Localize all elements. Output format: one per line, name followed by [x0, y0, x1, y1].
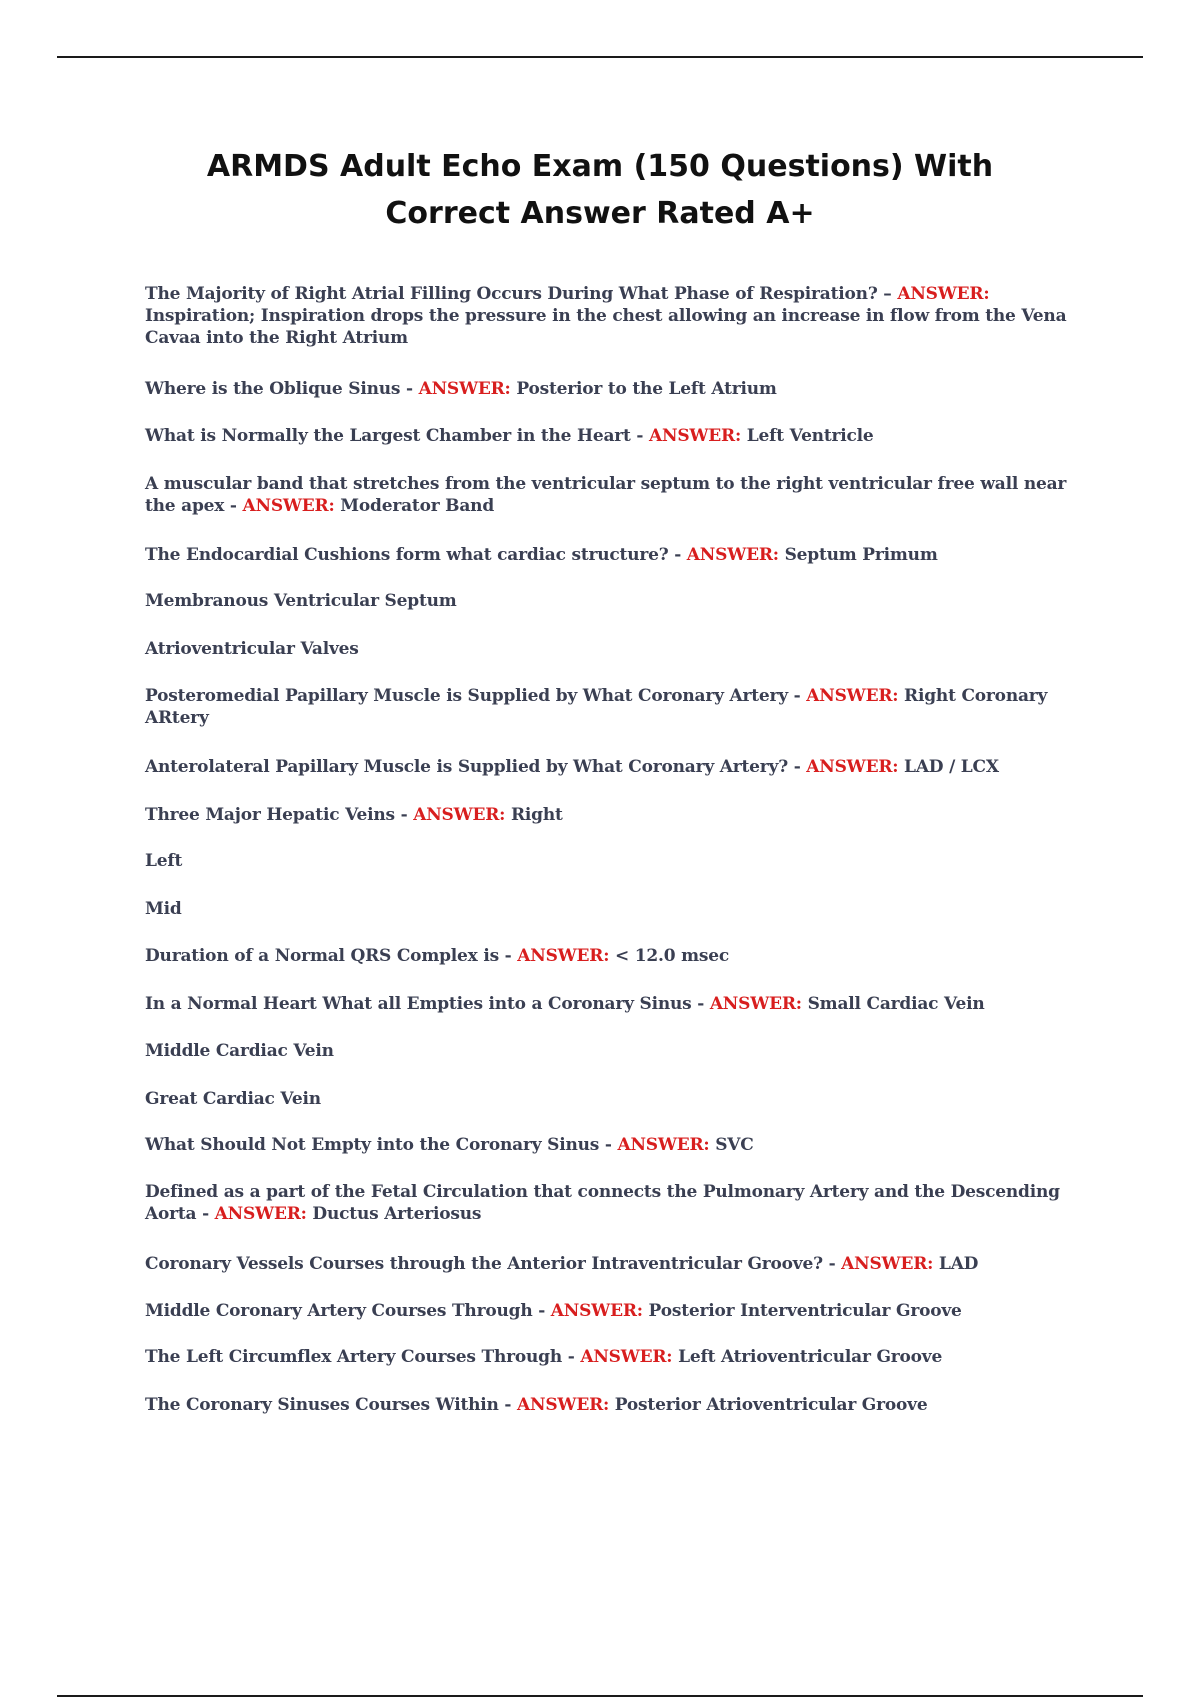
answer-text: Posterior Atrioventricular Groove — [609, 1395, 928, 1415]
qa-item — [145, 1394, 1090, 1416]
answer-text: < 12.0 msec — [609, 946, 730, 966]
answer-text: Posterior to the Left Atrium — [510, 379, 777, 399]
question-text: What is Normally the Largest Chamber in the Heart - — [145, 426, 644, 446]
question-text: The Majority of Right Atrial Filling Occurs During What Phase of Respiration? – — [145, 284, 892, 304]
qa-item — [145, 685, 1090, 729]
answer-continuation: Great Cardiac Vein — [145, 1089, 321, 1109]
answer-label: ANSWER: — [806, 686, 899, 706]
title-line-1: ARMDS Adult Echo Exam (150 Questions) With — [206, 149, 994, 184]
question-text: Coronary Vessels Courses through the Anterior Intraventricular Groove? - — [145, 1254, 836, 1274]
question-text: Three Major Hepatic Veins - — [145, 805, 408, 825]
answer-text: Septum Primum — [778, 545, 938, 565]
qa-item — [145, 1134, 1090, 1156]
qa-item — [145, 378, 1090, 400]
bottom-rule — [57, 1695, 1143, 1697]
answer-label: ANSWER: — [242, 496, 335, 516]
question-text: Posteromedial Papillary Muscle is Supplied by What Coronary Artery - — [145, 686, 801, 706]
qa-item — [145, 283, 1090, 349]
question-text: Middle Coronary Artery Courses Through - — [145, 1301, 546, 1321]
answer-label: ANSWER: — [517, 1395, 610, 1415]
qa-item — [145, 945, 1090, 967]
answer-label: ANSWER: — [617, 1135, 710, 1155]
question-text: The Left Circumflex Artery Courses Through - — [145, 1347, 575, 1367]
answer-text: LAD — [933, 1254, 979, 1274]
answer-text: SVC — [709, 1135, 754, 1155]
answer-continuation: Left — [145, 851, 183, 871]
answer-continuation: Mid — [145, 899, 182, 919]
question-text: In a Normal Heart What all Empties into a Coronary Sinus - — [145, 994, 705, 1014]
qa-item — [145, 544, 1090, 566]
answer-label: ANSWER: — [413, 805, 506, 825]
answer-continuation: Atrioventricular Valves — [145, 639, 359, 659]
answer-text: Posterior Interventricular Groove — [642, 1301, 962, 1321]
answer-text: Left Ventricle — [741, 426, 874, 446]
qa-item — [145, 1253, 1090, 1275]
answer-label: ANSWER: — [517, 946, 610, 966]
question-text: Duration of a Normal QRS Complex is - — [145, 946, 512, 966]
answer-label: ANSWER: — [686, 545, 779, 565]
answer-label: ANSWER: — [418, 379, 511, 399]
qa-item — [145, 993, 1090, 1015]
answer-label: ANSWER: — [897, 284, 990, 304]
answer-text: LAD / LCX — [898, 757, 999, 777]
answer-continuation: Membranous Ventricular Septum — [145, 591, 457, 611]
question-text: Defined as a part of the Fetal Circulation that connects the Pulmonary Artery and the Descending Aorta - — [145, 1182, 1060, 1224]
title-line-2: Correct Answer Rated A+ — [385, 196, 815, 231]
answer-label: ANSWER: — [550, 1301, 643, 1321]
answer-text: Small Cardiac Vein — [801, 994, 985, 1014]
answer-label: ANSWER: — [649, 426, 742, 446]
question-text: Anterolateral Papillary Muscle is Supplied by What Coronary Artery? - — [145, 757, 801, 777]
answer-label: ANSWER: — [214, 1204, 307, 1224]
top-rule — [57, 56, 1143, 58]
answer-label: ANSWER: — [580, 1347, 673, 1367]
question-text: The Coronary Sinuses Courses Within - — [145, 1395, 512, 1415]
qa-item — [145, 1181, 1090, 1225]
qa-item — [145, 756, 1090, 778]
answer-label: ANSWER: — [841, 1254, 934, 1274]
answer-text: Inspiration; Inspiration drops the pressure in the chest allowing an increase in flow from the Vena Cavaa into the Right Atrium — [145, 306, 1067, 348]
question-text: Where is the Oblique Sinus - — [145, 379, 413, 399]
answer-text: Right Coronary ARtery — [145, 686, 1048, 728]
answer-label: ANSWER: — [806, 757, 899, 777]
qa-item — [145, 1346, 1090, 1368]
question-text: A muscular band that stretches from the ventricular septum to the right ventricular free wall near the apex - — [145, 474, 1067, 516]
answer-text: Left Atrioventricular Groove — [672, 1347, 943, 1367]
question-text: The Endocardial Cushions form what cardiac structure? - — [145, 545, 682, 565]
qa-item — [145, 804, 1090, 826]
answer-text: Ductus Arteriosus — [306, 1204, 482, 1224]
answer-continuation: Middle Cardiac Vein — [145, 1041, 334, 1061]
page-title — [0, 143, 1200, 237]
qa-item — [145, 425, 1090, 447]
answer-text: Right — [505, 805, 563, 825]
answer-label: ANSWER: — [709, 994, 802, 1014]
question-text: What Should Not Empty into the Coronary Sinus - — [145, 1135, 612, 1155]
qa-item — [145, 1300, 1090, 1322]
qa-item — [145, 473, 1090, 517]
answer-text: Moderator Band — [334, 496, 495, 516]
